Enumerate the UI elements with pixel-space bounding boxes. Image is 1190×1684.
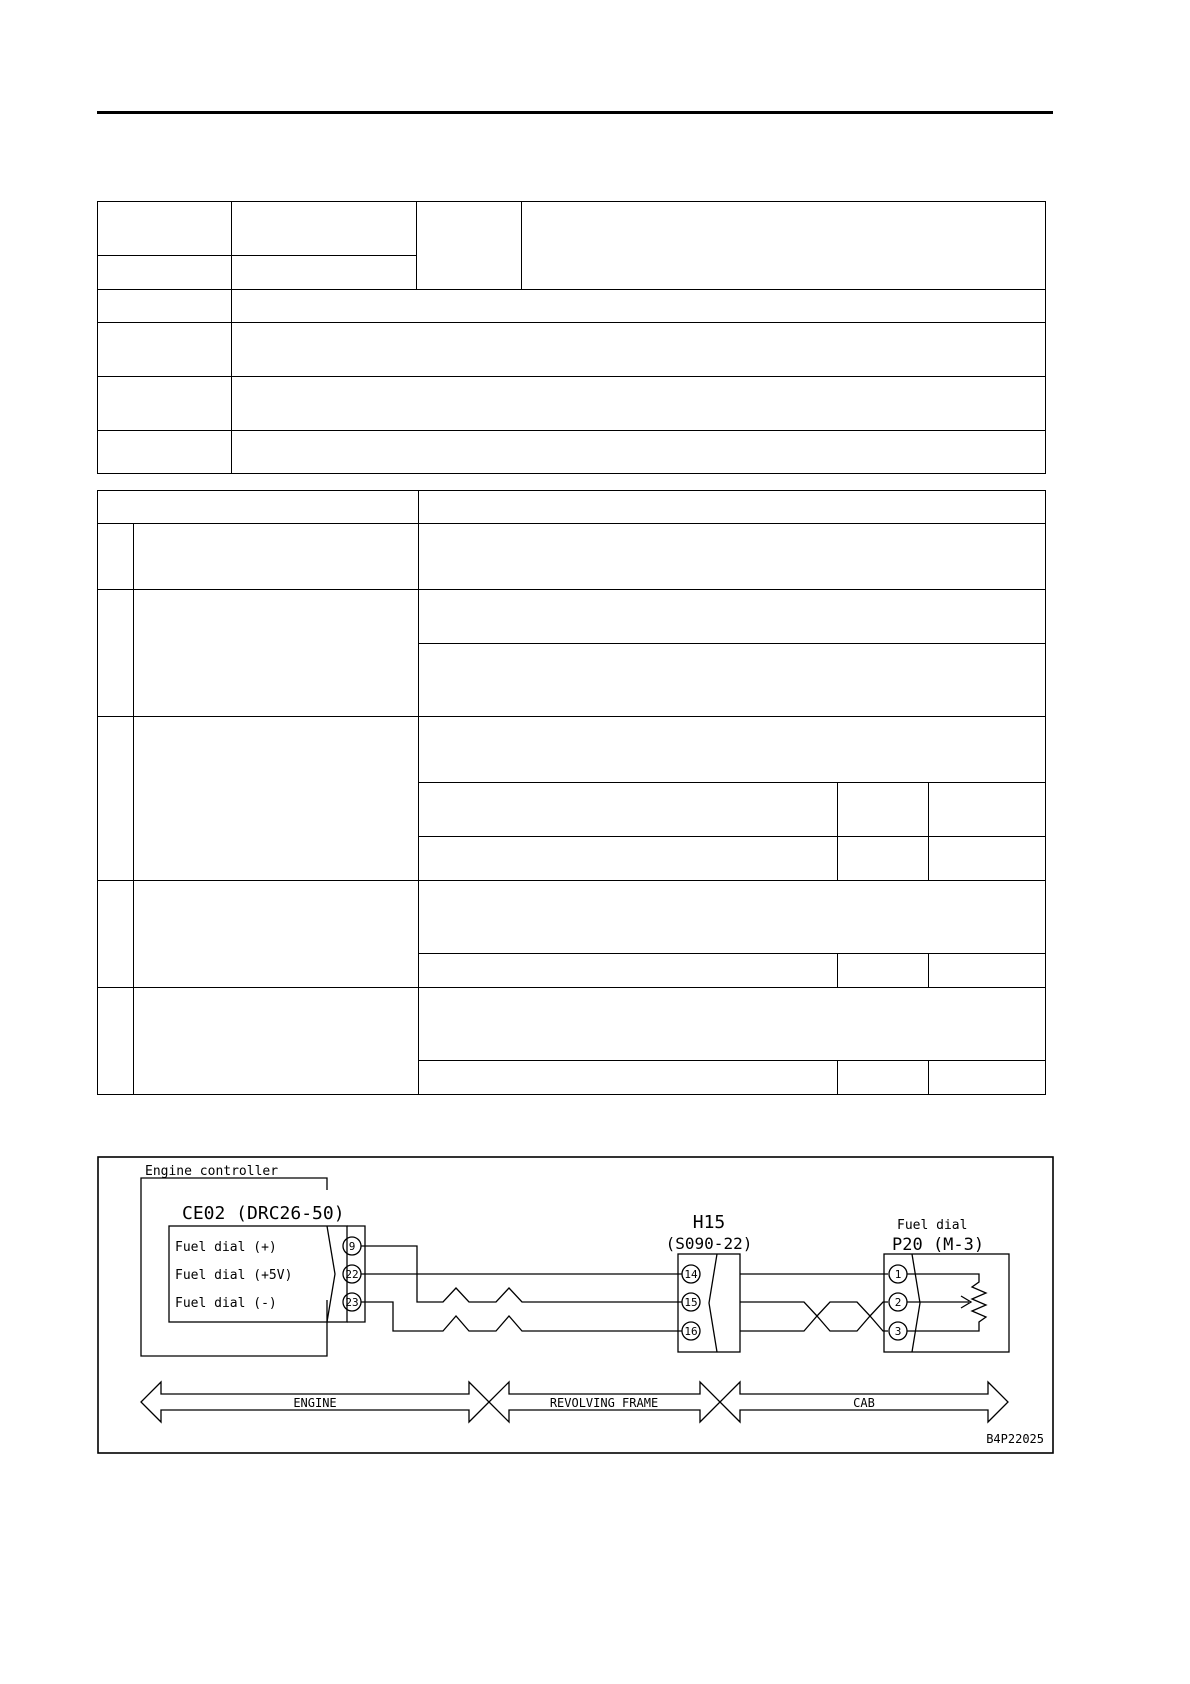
failure-info-table: [97, 201, 1046, 474]
cell-trouble-value: [522, 202, 1046, 290]
cell-action-label: [98, 323, 232, 377]
fuel-dial-label: Fuel dial: [897, 1218, 968, 1233]
p20-connector-label: P20 (M-3): [892, 1235, 985, 1255]
cell-action-value: [232, 323, 1046, 377]
pin-number: 16: [684, 1325, 698, 1338]
ce02-connector-label: CE02 (DRC26-50): [182, 1203, 345, 1224]
zone-label-engine: ENGINE: [293, 1396, 337, 1410]
pin-number: 15: [684, 1296, 698, 1309]
cell-cause-standard: [419, 881, 1046, 954]
cell-contents-value: [232, 290, 1046, 323]
ce02-pin-label: Fuel dial (+): [175, 1240, 277, 1255]
cell-measure: [929, 1061, 1046, 1095]
cell-code-value: [232, 202, 417, 256]
cell-measure: [929, 954, 1046, 988]
cell-cause-text: [134, 717, 419, 881]
cell-cause-text: [134, 590, 419, 717]
cell-cause-num: [98, 988, 134, 1095]
cell-measure: [929, 837, 1046, 881]
cell-cause-text: [134, 881, 419, 988]
pin-number: 14: [684, 1268, 698, 1281]
cell-failure-label: [98, 256, 232, 290]
pin-number: 2: [894, 1296, 902, 1309]
pin-number: 3: [894, 1325, 902, 1338]
cell-cause-text: [134, 988, 419, 1095]
cell-cause-standard: [419, 717, 1046, 783]
figure-id: B4P22025: [986, 1432, 1044, 1446]
cell-cause-standard: [419, 644, 1046, 717]
cell-cause-text: [134, 524, 419, 590]
cause-procedure-table: [97, 490, 1046, 1095]
cell-measure: [838, 954, 929, 988]
cell-failure-value: [232, 256, 417, 290]
ce02-pin-label: Fuel dial (-): [175, 1296, 277, 1311]
engine-controller-label: Engine controller: [145, 1164, 279, 1179]
pin-number: 22: [345, 1268, 359, 1281]
wiring-diagram: [97, 1156, 1054, 1454]
pin-number: 9: [348, 1240, 356, 1253]
cell-measure: [838, 837, 929, 881]
cell-cause-num: [98, 524, 134, 590]
header-rule: [97, 111, 1053, 114]
cell-related-label: [98, 431, 232, 474]
cell-measure: [419, 783, 838, 837]
cell-cause-standard: [419, 524, 1046, 590]
zone-label-revolving-frame: REVOLVING FRAME: [549, 1396, 659, 1410]
cell-standard-header: [419, 491, 1046, 524]
cell-cause-standard: [419, 590, 1046, 644]
cell-cause-standard: [419, 988, 1046, 1061]
cell-measure: [838, 1061, 929, 1095]
cell-measure: [838, 783, 929, 837]
cell-cause-header: [98, 491, 419, 524]
cell-contents-label: [98, 290, 232, 323]
cell-measure: [419, 1061, 838, 1095]
cell-cause-num: [98, 881, 134, 988]
cell-trouble-label: [417, 202, 522, 290]
cell-problem-label: [98, 377, 232, 431]
cell-problem-value: [232, 377, 1046, 431]
cell-measure: [929, 783, 1046, 837]
cell-cause-num: [98, 717, 134, 881]
cell-cause-num: [98, 590, 134, 717]
h15-connector-label: (S090-22): [665, 1234, 753, 1253]
cell-code-label: [98, 202, 232, 256]
cell-measure: [419, 837, 838, 881]
zone-label-cab: CAB: [853, 1396, 875, 1410]
pin-number: 1: [894, 1268, 902, 1281]
ce02-pin-label: Fuel dial (+5V): [175, 1268, 293, 1283]
cell-measure: [419, 954, 838, 988]
h15-name: H15: [692, 1212, 726, 1233]
cell-related-value: [232, 431, 1046, 474]
pin-number: 23: [345, 1296, 359, 1309]
